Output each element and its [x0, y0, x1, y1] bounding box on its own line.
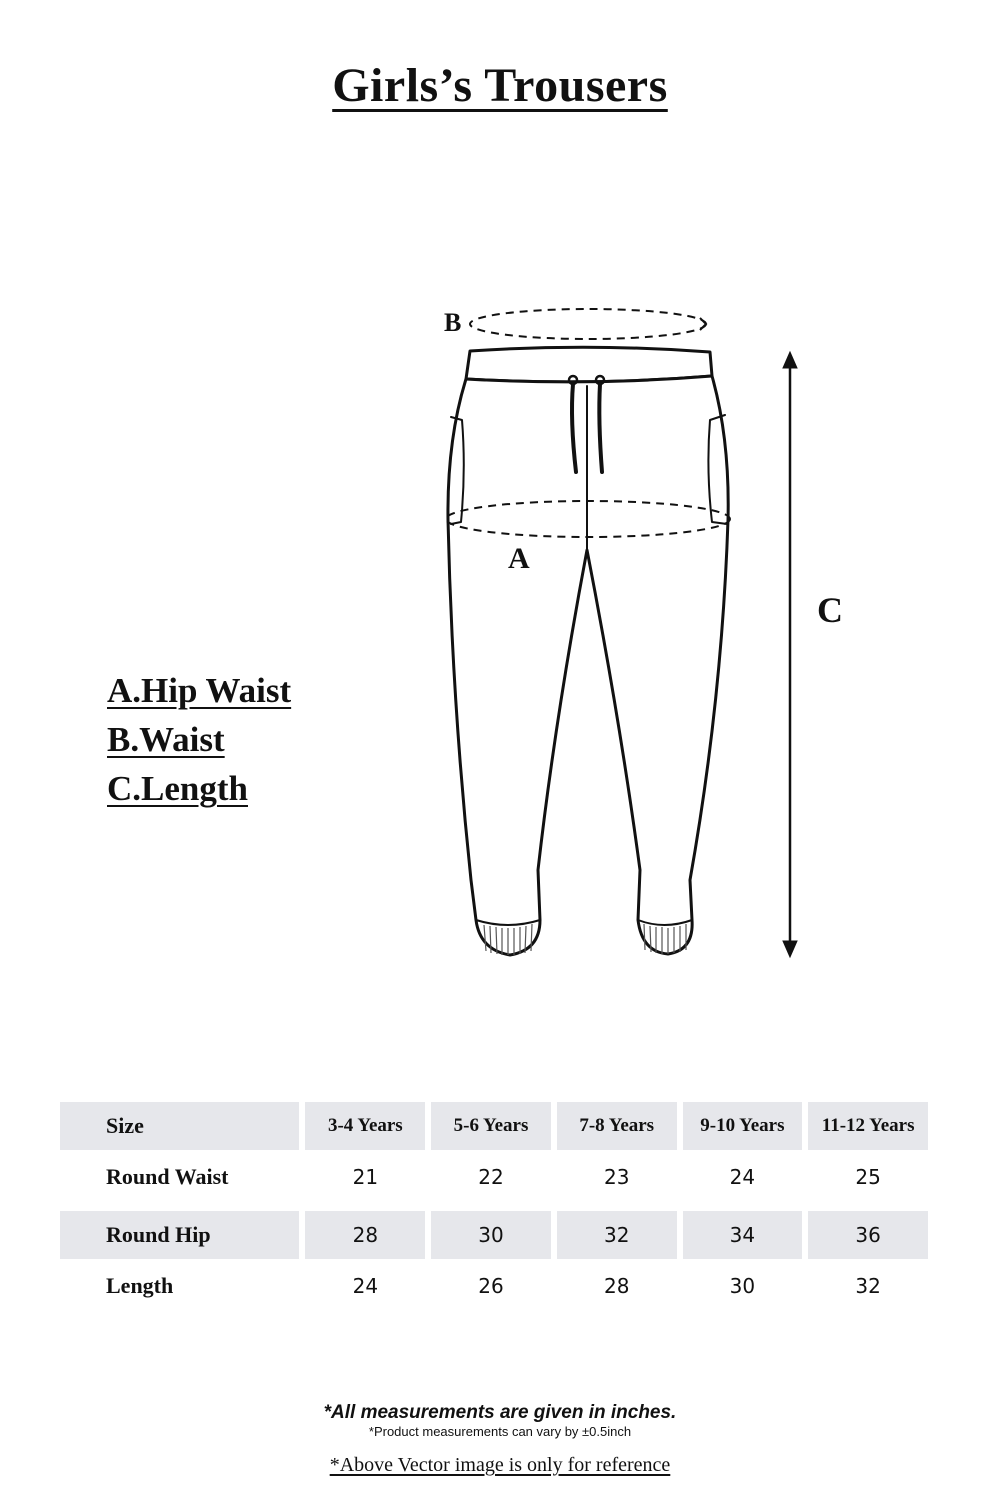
page-title-text: Girls’s Trousers: [332, 59, 668, 112]
label-a: A: [508, 542, 530, 575]
footnotes: [0, 1402, 1000, 1477]
row-label: Round Hip: [60, 1211, 299, 1259]
table-row-round-hip: [60, 1211, 928, 1259]
table-cell: 26: [478, 1273, 504, 1298]
table-row-round-waist: [60, 1150, 928, 1203]
waist-measure-ellipse: [470, 309, 706, 339]
legend-waist: B.Waist: [107, 720, 225, 759]
row-label: Length: [106, 1272, 174, 1298]
header-size-9-10: 9-10 Years: [683, 1102, 803, 1150]
table-row-length: [60, 1259, 928, 1312]
table-cell: 21: [352, 1164, 379, 1189]
waist-arrow-tip: [700, 318, 706, 330]
table-cell: 30: [431, 1211, 551, 1259]
waistband-outline: [466, 347, 712, 382]
trousers-outline: [448, 376, 728, 955]
row-label: Round Waist: [106, 1163, 229, 1189]
header-size-3-4: 3-4 Years: [305, 1102, 425, 1150]
table-cell: 28: [305, 1211, 425, 1259]
note-reference: *Above Vector image is only for reference: [329, 1454, 671, 1476]
table-cell: 25: [855, 1164, 881, 1189]
size-chart-table: [54, 1102, 934, 1312]
table-cell: 24: [729, 1164, 756, 1189]
note-inches: *All measurements are given in inches.: [323, 1402, 677, 1423]
measurement-legend: [107, 666, 291, 813]
cuff-ribbing: [484, 924, 686, 955]
header-size-11-12: 11-12 Years: [808, 1102, 928, 1150]
table-cell: 24: [352, 1273, 379, 1298]
legend-hip-waist: A.Hip Waist: [107, 671, 292, 710]
label-c: C: [817, 590, 843, 630]
note-variance: *Product measurements can vary by ±0.5inch: [368, 1424, 632, 1439]
header-size: Size: [60, 1102, 299, 1150]
header-size-5-6: 5-6 Years: [431, 1102, 551, 1150]
table-cell: 23: [603, 1164, 630, 1189]
table-cell: 28: [603, 1273, 630, 1298]
table-cell: 30: [729, 1273, 756, 1298]
table-cell: 22: [478, 1164, 504, 1189]
table-header-row: [60, 1102, 928, 1150]
header-size-7-8: 7-8 Years: [557, 1102, 677, 1150]
table-cell: 36: [808, 1211, 928, 1259]
length-arrow: [783, 352, 797, 957]
legend-length: C.Length: [107, 769, 248, 808]
table-cell: 34: [683, 1211, 803, 1259]
label-b: B: [444, 308, 462, 337]
table-cell: 32: [557, 1211, 677, 1259]
table-cell: 32: [855, 1273, 881, 1298]
